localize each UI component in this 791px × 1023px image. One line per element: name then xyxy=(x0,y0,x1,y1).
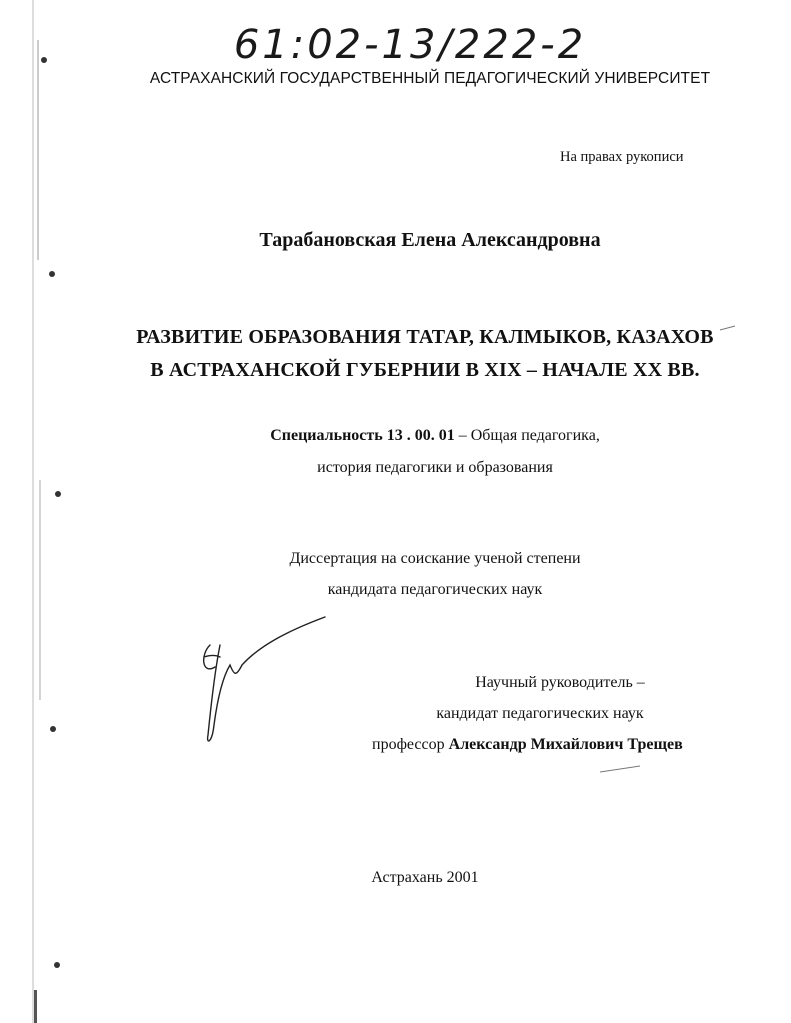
specialty-code: Специальность 13 . 00. 01 xyxy=(270,427,455,444)
dissertation-title-line2: В АСТРАХАНСКОЙ ГУБЕРНИИ В XIX – НАЧАЛЕ XX ВВ. xyxy=(150,359,700,381)
supervisor-line1: Научный руководитель – xyxy=(475,674,645,691)
specialty-line1 xyxy=(200,427,670,445)
supervisor-line3 xyxy=(372,736,732,754)
dissertation-degree-line2: кандидата педагогических наук xyxy=(327,581,543,598)
author-name: Тарабановская Елена Александровна xyxy=(259,229,601,251)
supervisor-title: профессор xyxy=(372,736,449,753)
signature-icon xyxy=(190,605,340,755)
specialty-description: – Общая педагогика, xyxy=(454,427,600,444)
archive-code-handwritten: 61:02-13/222-2 xyxy=(233,22,587,68)
dissertation-degree-line1: Диссертация на соискание ученой степени xyxy=(289,550,581,567)
supervisor-line2: кандидат педагогических наук xyxy=(436,705,644,722)
supervisor-name: Александр Михайлович Трещев xyxy=(448,736,683,753)
dissertation-title-line1: РАЗВИТИЕ ОБРАЗОВАНИЯ ТАТАР, КАЛМЫКОВ, КАЗАХОВ xyxy=(136,326,714,348)
rights-note: На правах рукописи xyxy=(560,149,684,165)
city-year: Астрахань 2001 xyxy=(371,869,479,886)
specialty-line2: история педагогики и образования xyxy=(317,459,553,476)
university-name: АСТРАХАНСКИЙ ГОСУДАРСТВЕННЫЙ ПЕДАГОГИЧЕСКИЙ УНИВЕРСИТЕТ xyxy=(149,70,711,87)
